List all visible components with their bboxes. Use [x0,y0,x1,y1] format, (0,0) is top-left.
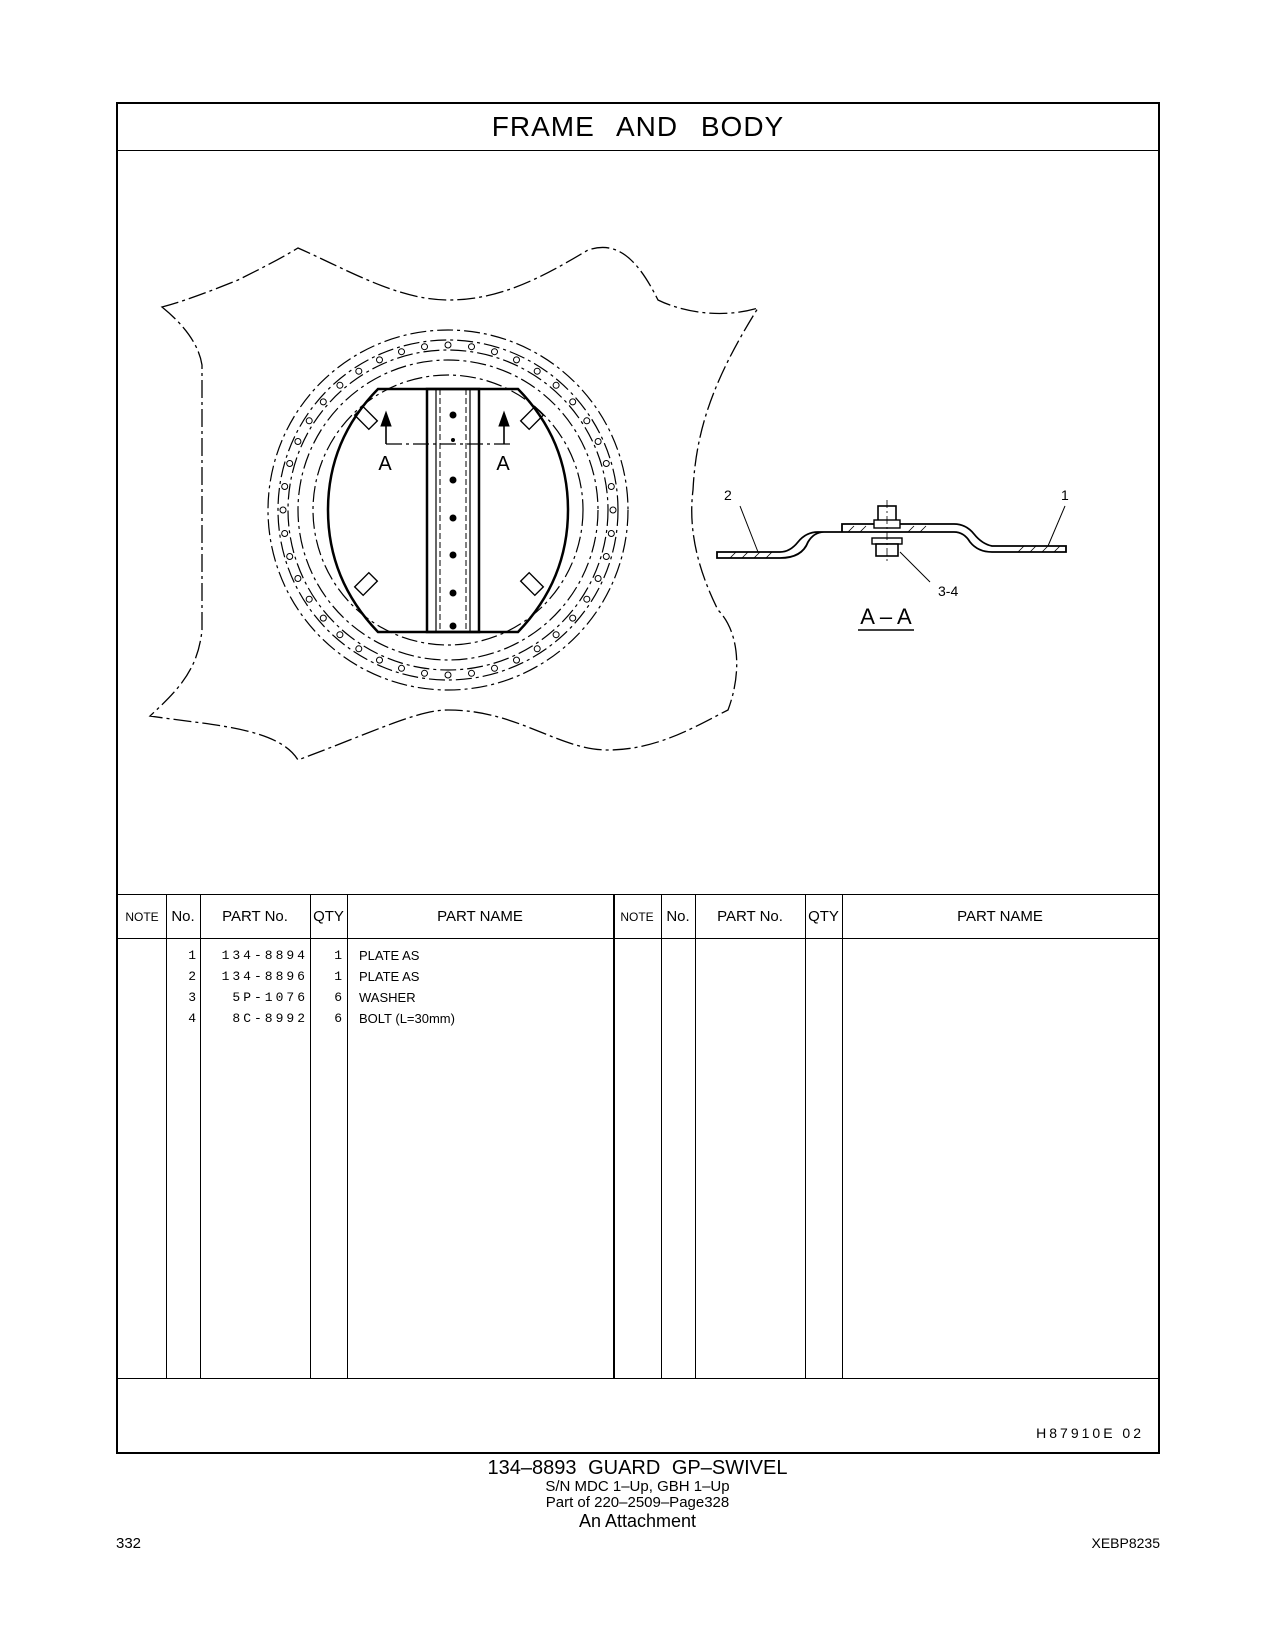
bolt-hole [603,554,609,560]
quantity: 1 [334,948,342,963]
quantity: 6 [334,990,342,1005]
part-number: 5P-1076 [232,990,308,1005]
header-no-left: No. [166,895,200,939]
bolt-hole [282,484,288,490]
bolt-hole [356,368,362,374]
sheet-title: FRAME AND BODY [118,104,1158,151]
bolt-hole [377,357,383,363]
bolt-hole [280,507,286,513]
bolt-hole [445,342,451,348]
part-number: 134-8894 [221,948,308,963]
table-row [118,966,613,988]
parts-list-table [118,894,1158,1379]
bolt-hole [320,399,326,405]
callout-2: 2 [724,487,732,503]
bolt-hole [595,439,601,445]
bolt-hole [603,461,609,467]
callout-1: 1 [1061,487,1069,503]
part-name: PLATE AS [359,969,420,984]
bolt-hole [377,657,383,663]
parts-drawing [118,150,1158,894]
header-no-right: No. [661,895,695,939]
bolt-hole [287,461,293,467]
bolt-hole [553,632,559,638]
table-row [118,945,613,967]
header-qty-right: QTY [805,895,842,939]
bolt-hole [570,399,576,405]
bolt-hole [337,632,343,638]
item-number: 2 [188,969,196,984]
bolt-hole [445,672,451,678]
bolt-hole [534,368,540,374]
bolt-hole [399,349,405,355]
item-number: 3 [188,990,196,1005]
part-number: 8C-8992 [232,1011,308,1026]
bolt-hole [306,418,312,424]
bolt-hole [514,357,520,363]
frame-outline [150,247,758,760]
document-id: XEBP8235 [1091,1535,1160,1551]
bolt-hole [287,554,293,560]
column-rule [842,895,843,1379]
illustration-code: H87910E 02 [1036,1425,1144,1441]
quantity: 6 [334,1011,342,1026]
assembly-illustration [118,150,1158,894]
part-name: PLATE AS [359,948,420,963]
caption-part-of: Part of 220–2509–Page328 [545,1494,730,1511]
page-number: 332 [116,1535,142,1552]
bolt-hole [570,615,576,621]
bolt-hole [584,596,590,602]
header-qty-left: QTY [310,895,347,939]
caption-attachment: An Attachment [578,1511,697,1531]
bolt-hole [584,418,590,424]
bolt-hole [469,670,475,676]
bolt-hole [610,507,616,513]
bolt-hole [534,646,540,652]
header-note-right: NOTE [613,895,661,939]
bolt-hole [320,615,326,621]
header-part-no-right: PART No. [695,895,805,939]
column-rule [695,895,696,1379]
section-mark-left: A [378,453,392,475]
bolt-hole [492,349,498,355]
bolt-hole [282,531,288,537]
callout-3-4: 3-4 [938,583,959,599]
table-row [118,987,613,1009]
bolt-hole [337,382,343,388]
bolt-hole [514,657,520,663]
caption-title: 134–8893 GUARD GP–SWIVEL [487,1457,788,1479]
bolt-hole-ring [280,342,616,678]
bolt-hole [553,382,559,388]
bolt-hole [422,670,428,676]
section-view-label: A – A [860,604,912,629]
bolt-hole [422,344,428,350]
section-mark-right: A [496,453,510,475]
column-rule [661,895,662,1379]
caption-serial-numbers: S/N MDC 1–Up, GBH 1–Up [545,1478,730,1495]
table-row [118,1008,613,1030]
bolt-hole [399,665,405,671]
header-part-no-left: PART No. [200,895,310,939]
quantity: 1 [334,969,342,984]
part-name: BOLT (L=30mm) [359,1011,455,1026]
column-rule [613,895,615,1379]
bolt-hole [469,344,475,350]
bolt-hole [608,484,614,490]
item-number: 1 [188,948,196,963]
part-name: WASHER [359,990,416,1005]
header-part-name-right: PART NAME [842,895,1158,939]
bolt-hole [295,576,301,582]
bolt-hole [306,596,312,602]
sheet-footer [118,1378,1158,1453]
item-number: 4 [188,1011,196,1026]
bolt-hole [595,576,601,582]
page-caption [0,1457,1275,1531]
bolt-hole [492,665,498,671]
plate-tabs [355,407,544,596]
bolt-hole [356,646,362,652]
part-number: 134-8896 [221,969,308,984]
section-line [381,412,510,444]
bolt-hole [608,531,614,537]
header-note-left: NOTE [118,895,166,939]
bolt-hole [295,439,301,445]
parts-sheet-frame [116,102,1160,1454]
header-part-name-left: PART NAME [347,895,613,939]
column-rule [805,895,806,1379]
